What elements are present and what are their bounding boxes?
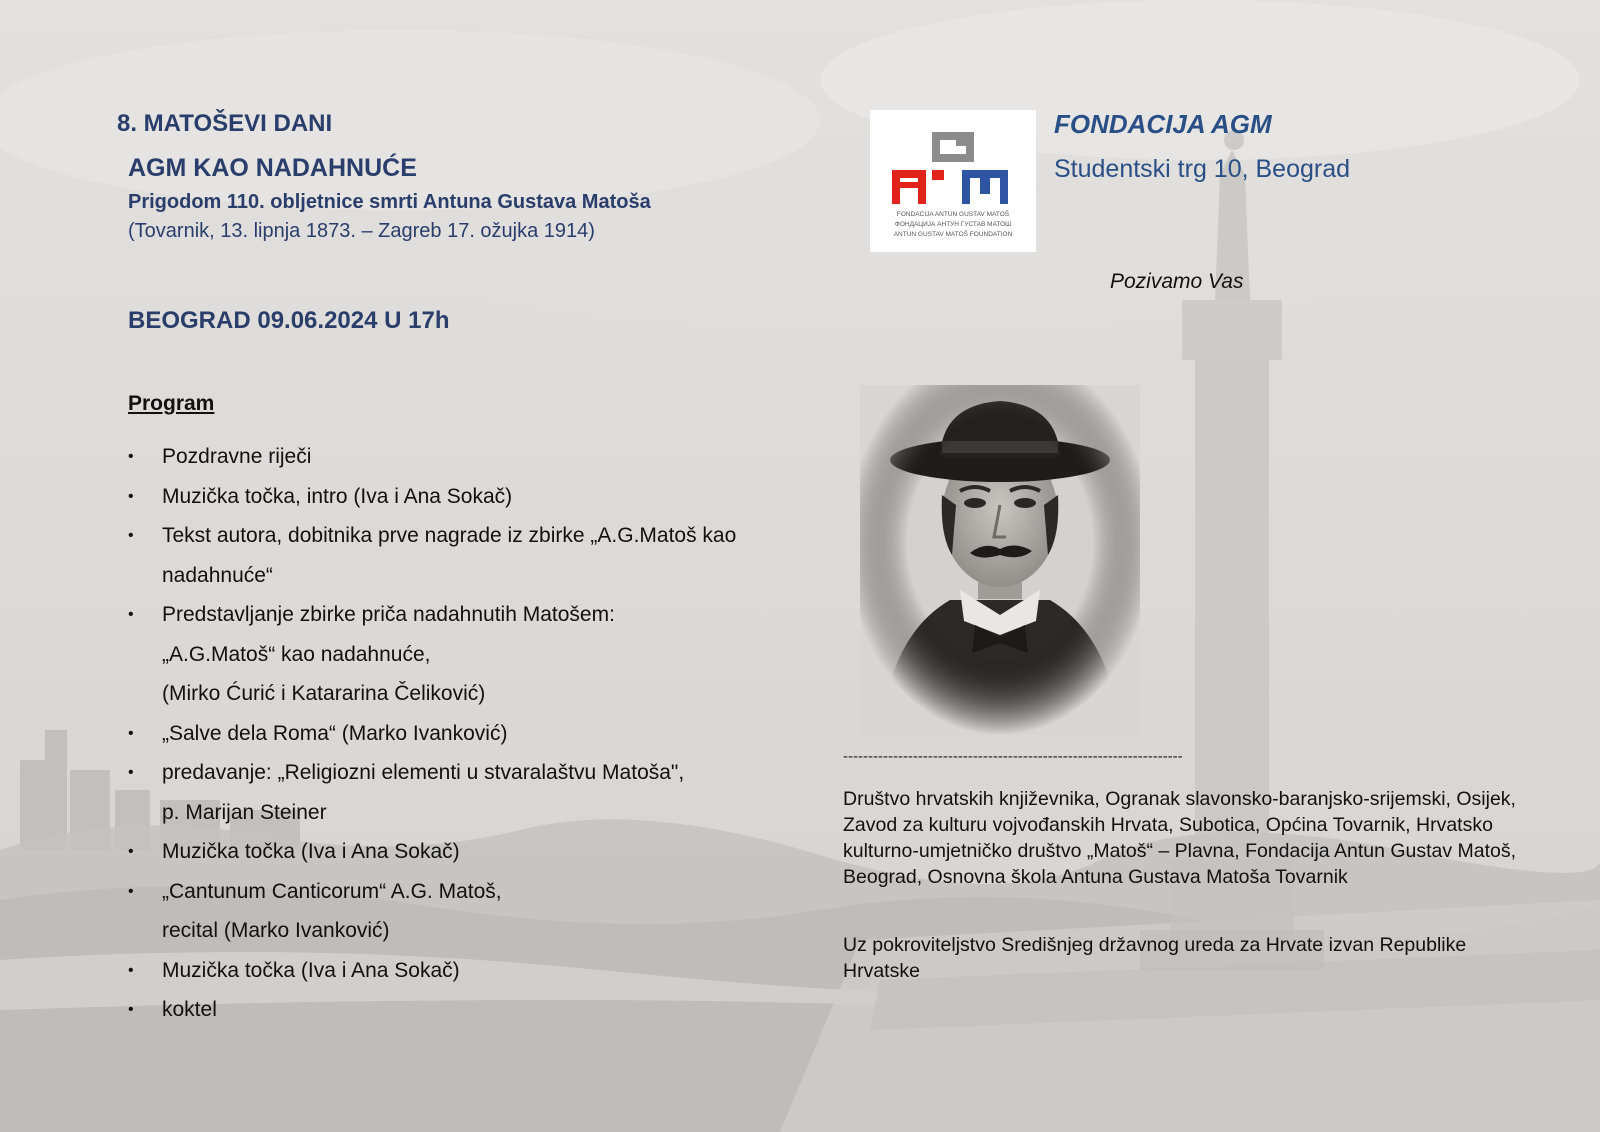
program-item-text: (Mirko Ćurić i Katararina Čeliković) — [162, 682, 486, 705]
program-list — [128, 437, 788, 1030]
program-item-text: nadahnuće“ — [162, 563, 273, 587]
program-heading: Program — [128, 392, 215, 415]
bullet-icon: • — [128, 843, 134, 860]
foundation-name: FONDACIJA AGM — [1054, 109, 1272, 139]
logo-caption-2: ФОНДАЦИЈА АНТУН ГУСТАВ МАТОШ — [894, 221, 1012, 228]
agm-logo — [870, 110, 1036, 252]
program-item — [128, 990, 788, 1030]
bullet-icon: • — [128, 606, 134, 623]
bullet-icon: • — [128, 764, 134, 781]
bullet-icon: • — [128, 448, 134, 465]
program-item — [128, 437, 788, 477]
life-dates: (Tovarnik, 13. lipnja 1873. – Zagreb 17. ožujka 1914) — [128, 220, 595, 242]
bullet-icon: • — [128, 527, 134, 544]
program-item-text: „Cantunum Canticorum“ A.G. Matoš, — [162, 879, 502, 903]
program-item — [128, 832, 788, 872]
program-item — [128, 872, 788, 951]
invitation-text: Pozivamo Vas — [1110, 270, 1244, 293]
program-item-text: Predstavljanje zbirke priča nadahnutih Matošem: — [162, 603, 615, 626]
date-place: BEOGRAD 09.06.2024 U 17h — [128, 307, 450, 334]
program-item-text: Muzička točka, intro (Iva i Ana Sokač) — [162, 484, 513, 508]
program-item-text: predavanje: „Religiozni elementi u stvaralaštvu Matoša", — [162, 761, 685, 784]
patronage-text: Uz pokroviteljstvo Središnjeg državnog ureda za Hrvate izvan Republike Hrvatske — [843, 934, 1467, 982]
bullet-icon: • — [128, 961, 134, 979]
event-subtitle: AGM KAO NADAHNUĆE — [128, 154, 417, 182]
program-item-text: Muzička točka (Iva i Ana Sokač) — [162, 958, 460, 982]
program-item-text: recital (Marko Ivanković) — [162, 919, 390, 942]
event-title: 8. MATOŠEVI DANI — [117, 110, 333, 137]
program-item-text: Tekst autora, dobitnika prve nagrade iz zbirke „A.G.Matoš kao — [162, 524, 737, 547]
program-item-text: „A.G.Matoš“ kao nadahnuće, — [162, 642, 431, 666]
divider-line: -------------------------------------------------------------------- — [843, 748, 1183, 765]
program-item — [128, 951, 788, 991]
program-item-text: koktel — [162, 998, 217, 1021]
bullet-icon: • — [128, 1001, 134, 1018]
bullet-icon: • — [128, 487, 134, 505]
program-item — [128, 595, 788, 714]
foundation-address: Studentski trg 10, Beograd — [1054, 155, 1351, 183]
program-item — [128, 714, 788, 754]
program-item-text: Muzička točka (Iva i Ana Sokač) — [162, 840, 460, 863]
organizers-text: Društvo hrvatskih književnika, Ogranak slavonsko-baranjsko-srijemski, Osijek, Zavod za kulturu vojvođanskih Hrvata, Subotica, Općina Tovarnik, Hrvatsko kulturno-umjetničko društvo „Matoš“ – Plavna, Fondacija Antun Gustav Matoš, Beograd, Osnovna škola Antuna Gustava Matoša Tovarnik — [843, 788, 1517, 888]
program-item — [128, 516, 788, 595]
portrait-image — [860, 385, 1140, 735]
program-item-text: Pozdravne riječi — [162, 445, 312, 468]
program-item — [128, 753, 788, 832]
program-item — [128, 477, 788, 517]
program-item-text: p. Marijan Steiner — [162, 800, 327, 824]
occasion-text: Prigodom 110. obljetnice smrti Antuna Gustava Matoša — [128, 191, 651, 213]
bullet-icon: • — [128, 882, 134, 900]
program-item-text: „Salve dela Roma“ (Marko Ivanković) — [162, 721, 508, 745]
logo-caption-3: ANTUN GUSTAV MATOŠ FOUNDATION — [893, 231, 1013, 238]
logo-caption-1: FONDACIJA ANTUN GUSTAV MATOŠ — [896, 211, 1010, 218]
bullet-icon: • — [128, 724, 134, 742]
